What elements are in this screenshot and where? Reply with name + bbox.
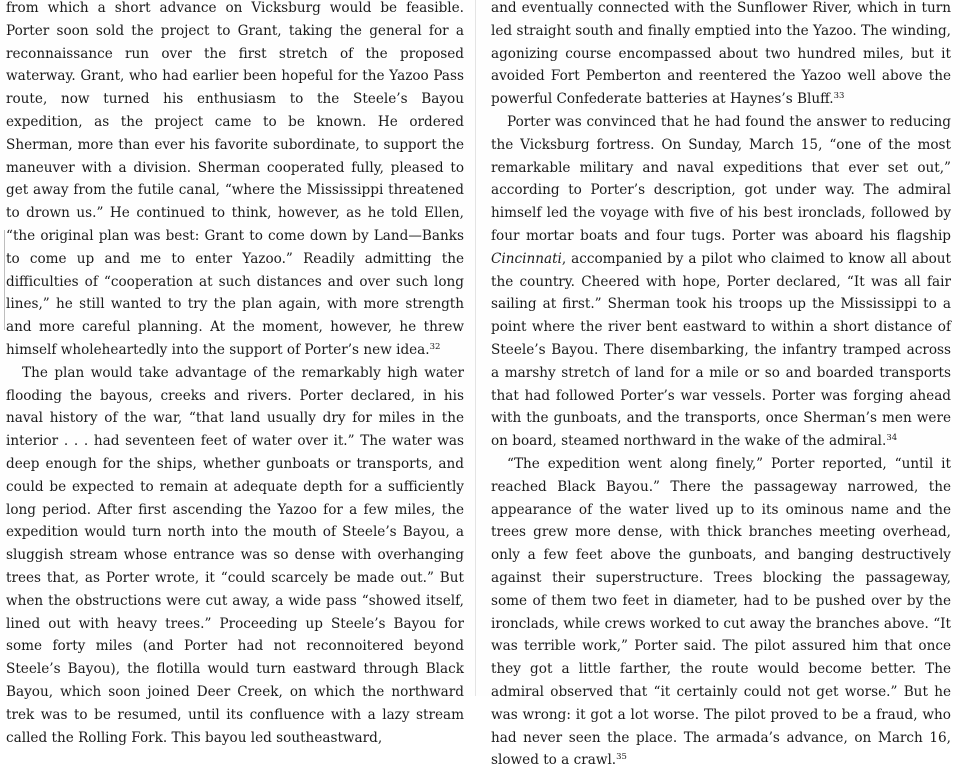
ship-name: Cincinnati [491,250,562,267]
left-paragraph-1 [6,0,464,362]
right-paragraph-2 [491,111,951,453]
footnote-marker: 34 [886,433,898,444]
left-text-column [6,0,464,749]
paragraph-text: , accompanied by a pilot who claimed to know all about the country. Cheered with hope, Porter declared, “It was all fair sailing at first.” Sherman took his troops up the Mississippi to a point where the river bent eastward to within a short distance of Steele’s Bayou. There disembarking, the infantry tramped across a marshy stretch of land for a mile or so and boarded transports that had followed Porter’s war vessels. Porter was forging ahead with the gunboats, and the transports, once Sherman’s men were on board, steamed northward in the wake of the admiral. [491,250,951,450]
paragraph-text: and eventually connected with the Sunflower River, which in turn led straight south and finally emptied into the Yazoo. The winding, agonizing course encompassed about two hundred miles, but it avoided Fort Pemberton and reentered the Yazoo well above the powerful Confederate batteries at Haynes’s Bluff. [491,0,951,108]
right-paragraph-1 [491,0,951,111]
right-paragraph-3 [491,453,951,772]
right-text-column [491,0,951,772]
page-gutter [475,0,476,696]
footnote-marker: 35 [616,752,627,763]
paragraph-text: from which a short advance on Vicksburg would be feasible. Porter soon sold the project to Grant, taking the general for a reconnaissance run over the first stretch of the proposed waterway. Grant, who had earlier been hopeful for the Yazoo Pass route, now turned his enthusiasm to the Steele’s Bayou expedition, as the project came to be known. He ordered Sherman, more than ever his favorite subordinate, to support the maneuver with a division. Sherman cooperated fully, pleased to get away from the futile canal, “where the Mississippi threatened to drown us.” He continued to think, however, as he told Ellen, “the original plan was best: Grant to come down by Land—Banks to come up and me to enter Yazoo.” Readily admitting the difficulties of “cooperation at such distances and over such long lines,” he still wanted to try the plan again, with more strength and more careful planning. At the moment, however, he threw himself wholeheartedly into the support of Porter’s new idea. [6,0,464,358]
footnote-marker: 33 [833,91,845,102]
paragraph-text: The plan would take advantage of the remarkably high water flooding the bayous, creeks and rivers. Porter declared, in his naval history of the war, “that land usually dry for miles in the interior . . . had seventeen feet of water over it.” The water was deep enough for the ships, whether gunboats or transports, and could be expected to remain at adequate depth for a sufficiently long period. After first ascending the Yazoo for a few miles, the expedition would turn north into the mouth of Steele’s Bayou, a sluggish stream whose entrance was so dense with overhanging trees that, as Porter wrote, it “could scarcely be made out.” But when the obstructions were cut away, a wide pass “showed itself, lined out with heavy trees.” Proceeding up Steele’s Bayou for some forty miles (and Porter had not reconnoitered beyond Steele’s Bayou), the flotilla would turn eastward through Black Bayou, which soon joined Deer Creek, on which the northward trek was to be resumed, until its confluence with a lazy stream called the Rolling Fork. This bayou led southeastward, [6,364,464,746]
paragraph-text: Porter was convinced that he had found the answer to reducing the Vicksburg fortress. On Sunday, March 15, “one of the most remarkable military and naval expeditions that ever set out,” according to Porter’s description, got under way. The admiral himself led the voyage with five of his best ironclads, followed by four mortar boats and four tugs. Porter was aboard his flagship [491,113,951,244]
scan-margin-mark [4,230,5,330]
footnote-marker: 32 [429,341,441,352]
left-paragraph-2 [6,362,464,750]
paragraph-text: “The expedition went along finely,” Porter reported, “until it reached Black Bayou.” There the passageway narrowed, the appearance of the water lived up to its ominous name and the trees grew more dense, with thick branches meeting overhead, only a few feet above the gunboats, and banging destructively against their superstructure. Trees blocking the passageway, some of them two feet in diameter, had to be pushed over by the ironclads, while crews worked to cut away the branches above. “It was terrible work,” Porter said. The pilot assured him that once they got a little farther, the route would become better. The admiral observed that “it certainly could not get worse.” But he was wrong: it got a lot worse. The pilot proved to be a fraud, who had never seen the place. The armada’s advance, on March 16, slowed to a crawl. [491,455,951,769]
